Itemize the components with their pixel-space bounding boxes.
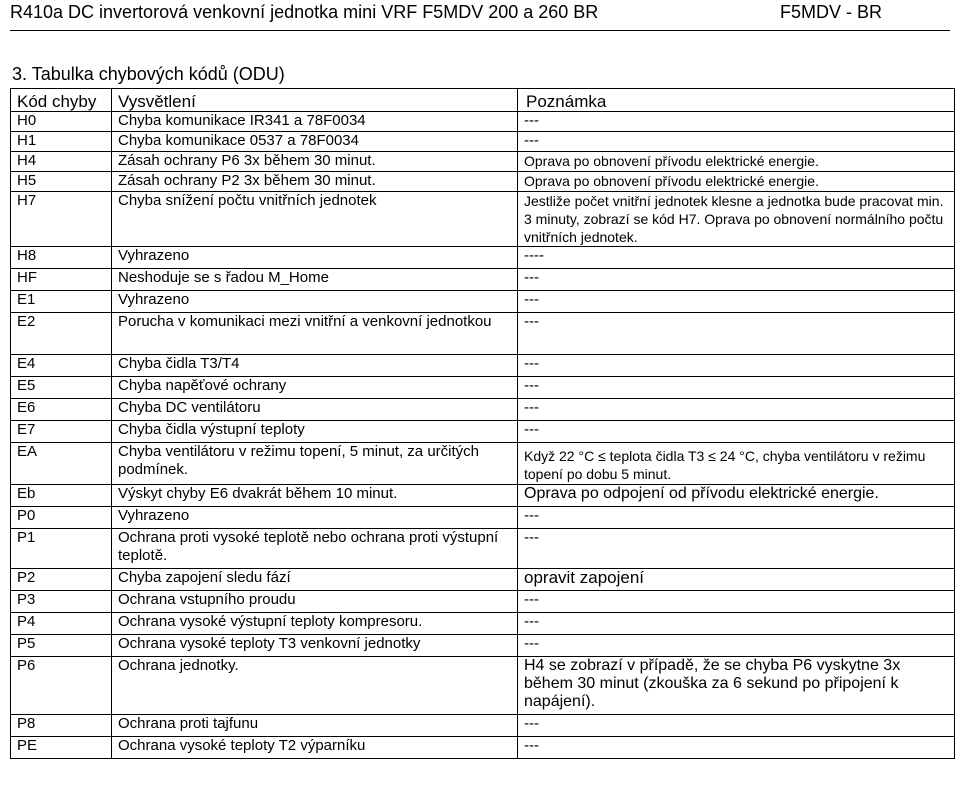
cell-code: E6 (11, 399, 112, 421)
table-row (11, 613, 955, 635)
cell-code: H0 (11, 112, 112, 132)
cell-note: Oprava po obnovení přívodu elektrické energie. (518, 172, 955, 192)
table-row (11, 737, 955, 759)
cell-note: opravit zapojení (518, 569, 955, 591)
cell-desc: Chyba zapojení sledu fází (112, 569, 518, 591)
cell-code: P3 (11, 591, 112, 613)
cell-note: --- (518, 399, 955, 421)
cell-code: H5 (11, 172, 112, 192)
cell-desc: Chyba čidla výstupní teploty (112, 421, 518, 443)
table-row (11, 377, 955, 399)
cell-desc: Ochrana proti vysoké teplotě nebo ochrana proti výstupní teplotě. (112, 529, 518, 569)
cell-note: --- (518, 112, 955, 132)
table-row (11, 657, 955, 715)
cell-code: P8 (11, 715, 112, 737)
section-title: 3. Tabulka chybových kódů (ODU) (12, 64, 285, 84)
column-header-note (518, 89, 955, 112)
cell-code: Eb (11, 485, 112, 507)
cell-desc: Porucha v komunikaci mezi vnitřní a venkovní jednotkou (112, 313, 518, 355)
cell-code: E2 (11, 313, 112, 355)
cell-note: --- (518, 635, 955, 657)
table-row (11, 112, 955, 132)
table-row (11, 247, 955, 269)
cell-note: --- (518, 507, 955, 529)
table-row (11, 591, 955, 613)
table-row (11, 715, 955, 737)
table-row (11, 291, 955, 313)
table-row (11, 132, 955, 152)
cell-desc: Zásah ochrany P6 3x během 30 minut. (112, 152, 518, 172)
error-code-table (10, 88, 955, 759)
cell-desc: Ochrana vysoké teploty T3 venkovní jednotky (112, 635, 518, 657)
cell-desc: Chyba čidla T3/T4 (112, 355, 518, 377)
cell-note: Oprava po odpojení od přívodu elektrické energie. (518, 485, 955, 507)
cell-desc: Neshoduje se s řadou M_Home (112, 269, 518, 291)
cell-code: HF (11, 269, 112, 291)
cell-desc: Ochrana jednotky. (112, 657, 518, 715)
table-header-row (11, 89, 955, 112)
cell-code: P1 (11, 529, 112, 569)
cell-note: --- (518, 313, 955, 355)
cell-code: H8 (11, 247, 112, 269)
cell-desc: Zásah ochrany P2 3x během 30 minut. (112, 172, 518, 192)
cell-note: ---- (518, 247, 955, 269)
cell-code: E4 (11, 355, 112, 377)
cell-desc: Chyba komunikace IR341 a 78F0034 (112, 112, 518, 132)
cell-desc: Chyba DC ventilátoru (112, 399, 518, 421)
table-row (11, 269, 955, 291)
table-row (11, 152, 955, 172)
page-header (10, 0, 950, 31)
table-row (11, 507, 955, 529)
cell-note: H4 se zobrazí v případě, že se chyba P6 vyskytne 3x během 30 minut (zkouška za 6 sekund po připojení k napájení). (518, 657, 955, 715)
table-row (11, 485, 955, 507)
cell-code: P2 (11, 569, 112, 591)
table-row (11, 529, 955, 569)
cell-note: --- (518, 377, 955, 399)
cell-note: --- (518, 715, 955, 737)
cell-code: H7 (11, 192, 112, 247)
cell-code: EA (11, 443, 112, 485)
cell-code: H1 (11, 132, 112, 152)
cell-desc: Chyba ventilátoru v režimu topení, 5 minut, za určitých podmínek. (112, 443, 518, 485)
cell-desc: Chyba komunikace 0537 a 78F0034 (112, 132, 518, 152)
cell-note: --- (518, 132, 955, 152)
cell-desc: Chyba napěťové ochrany (112, 377, 518, 399)
cell-code: P0 (11, 507, 112, 529)
cell-code: H4 (11, 152, 112, 172)
cell-code: P6 (11, 657, 112, 715)
cell-note: --- (518, 269, 955, 291)
table-row (11, 355, 955, 377)
cell-note: --- (518, 421, 955, 443)
cell-desc: Ochrana vysoké teploty T2 výparníku (112, 737, 518, 759)
table-row (11, 313, 955, 355)
cell-code: P5 (11, 635, 112, 657)
header-model: F5MDV - BR (779, 2, 882, 22)
table-row (11, 172, 955, 192)
cell-code: E1 (11, 291, 112, 313)
table-row (11, 569, 955, 591)
cell-desc: Vyhrazeno (112, 247, 518, 269)
cell-code: E7 (11, 421, 112, 443)
cell-code: PE (11, 737, 112, 759)
cell-desc: Výskyt chyby E6 dvakrát během 10 minut. (112, 485, 518, 507)
cell-note: --- (518, 529, 955, 569)
cell-note: --- (518, 291, 955, 313)
cell-desc: Vyhrazeno (112, 291, 518, 313)
cell-note: --- (518, 591, 955, 613)
cell-note: Oprava po obnovení přívodu elektrické energie. (518, 152, 955, 172)
column-header-note-label: Poznámka (526, 92, 607, 111)
cell-desc: Ochrana proti tajfunu (112, 715, 518, 737)
cell-desc: Ochrana vysoké výstupní teploty kompresoru. (112, 613, 518, 635)
cell-note: Když 22 °C ≤ teplota čidla T3 ≤ 24 °C, chyba ventilátoru v režimu topení po dobu 5 minut. (518, 443, 955, 485)
table-row (11, 635, 955, 657)
table-row (11, 421, 955, 443)
table-row (11, 399, 955, 421)
cell-note: --- (518, 613, 955, 635)
cell-desc: Vyhrazeno (112, 507, 518, 529)
cell-desc: Chyba snížení počtu vnitřních jednotek (112, 192, 518, 247)
cell-note: --- (518, 737, 955, 759)
column-header-description: Vysvětlení (112, 89, 518, 112)
cell-note: Jestliže počet vnitřní jednotek klesne a jednotka bude pracovat min. 3 minuty, zobrazí se kód H7. Oprava po obnovení normálního počtu vnitřních jednotek. (518, 192, 955, 247)
cell-code: P4 (11, 613, 112, 635)
cell-code: E5 (11, 377, 112, 399)
cell-note: --- (518, 355, 955, 377)
cell-desc: Ochrana vstupního proudu (112, 591, 518, 613)
column-header-code: Kód chyby (11, 89, 112, 112)
header-title: R410a DC invertorová venkovní jednotka mini VRF F5MDV 200 a 260 BR (10, 2, 599, 22)
table-row (11, 192, 955, 247)
table-row (11, 443, 955, 485)
